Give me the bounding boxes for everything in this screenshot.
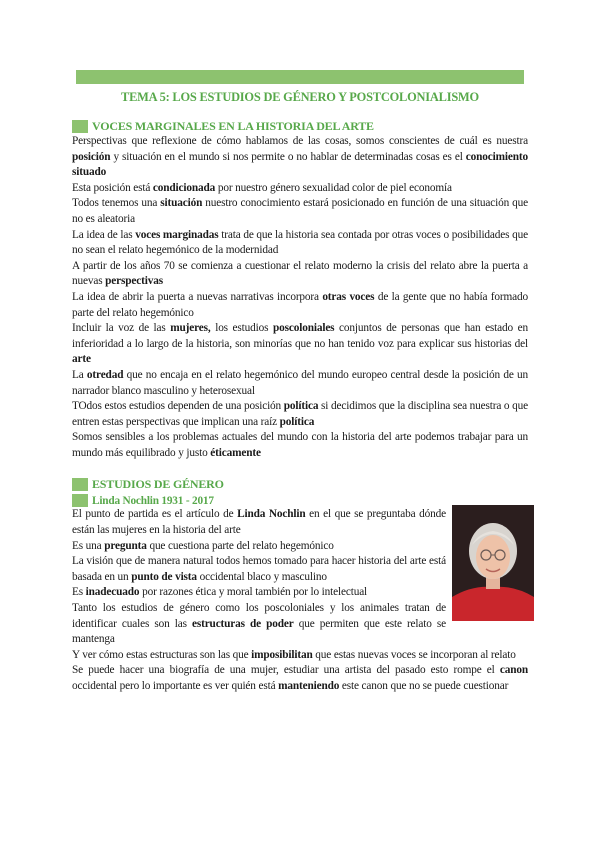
bold-term: arte xyxy=(72,353,91,366)
heading-marker xyxy=(72,478,88,491)
text-run: nuestro conocimiento estará posicionado en función de una situación que no es aleatoria xyxy=(72,197,529,225)
linda-block xyxy=(72,507,528,647)
section-heading-voces xyxy=(72,119,528,134)
text-run: La xyxy=(72,368,87,381)
paragraph xyxy=(72,290,528,321)
bold-term: otredad xyxy=(86,368,124,381)
text-run: conjuntos de personas que han estado en inferioridad a lo largo de la historia, son minorías que no han tenido voz para explicar sus historias del xyxy=(72,322,528,350)
text-run: si decidimos que la disciplina sea nuestra o que entren estas perspectivas que implican una raíz xyxy=(72,400,528,428)
document-page xyxy=(72,70,528,695)
bold-term: voces marginadas xyxy=(135,228,219,241)
paragraph xyxy=(72,134,528,181)
text-run: que permiten que este relato se mantenga xyxy=(72,617,446,646)
section-heading-genero xyxy=(72,477,528,492)
bold-term: pregunta xyxy=(104,539,147,552)
bold-term: situación xyxy=(160,197,203,210)
text-run: y situación en el mundo si nos permite o no hablar de determinadas cosas es el xyxy=(110,150,466,163)
paragraph xyxy=(72,601,446,648)
section-heading-label: ESTUDIOS DE GÉNERO xyxy=(92,477,224,492)
bold-term: otras voces xyxy=(322,290,375,303)
text-run: que no encaja en el relato hegemónico del mundo europeo central desde la posición de un narrador blanco masculino y heterosexual xyxy=(72,368,528,397)
text-run: Esta posición está xyxy=(72,181,153,194)
bold-term: imposibilitan xyxy=(251,648,313,661)
bold-term: éticamente xyxy=(210,446,261,459)
section-voces-body xyxy=(72,134,528,461)
paragraph xyxy=(72,368,528,399)
text-run: Somos sensibles a los problemas actuales del mundo con la historia del arte podemos trabajar para un mundo más equilibrado y justo xyxy=(72,431,528,459)
header-bar xyxy=(76,70,524,84)
text-run: por nuestro género sexualidad color de piel economía xyxy=(215,181,452,194)
paragraph xyxy=(72,648,528,664)
bold-term: punto de vista xyxy=(131,570,197,583)
paragraph xyxy=(72,539,446,555)
text-run: por razones ética y moral también por lo intelectual xyxy=(139,586,368,599)
text-run: TOdos estos estudios dependen de una posición xyxy=(72,400,284,413)
text-run: La visión que de manera natural todos hemos tomado para hacer historia del arte está basada en un xyxy=(72,555,446,583)
text-run: que cuestiona parte del relato hegemónico xyxy=(146,539,334,552)
paragraph xyxy=(72,228,528,259)
text-run: Perspectivas que reflexione de cómo hablamos de las cosas, somos conscientes de cuál es nuestra xyxy=(72,135,528,147)
paragraph xyxy=(72,321,528,368)
paragraph xyxy=(72,430,528,461)
text-run: en el que se preguntaba dónde están las mujeres en la historia del arte xyxy=(72,508,447,537)
text-run: de la gente que no había formado parte del relato hegemónico xyxy=(72,290,528,319)
paragraph xyxy=(72,399,528,430)
portrait-illustration xyxy=(452,505,534,621)
bold-term: Linda Nochlin xyxy=(237,508,306,521)
bold-term: condicionada xyxy=(152,181,216,194)
paragraph xyxy=(72,507,446,538)
page-title: TEMA 5: LOS ESTUDIOS DE GÉNERO Y POSTCOLONIALISMO xyxy=(121,90,479,104)
bold-term: perspectivas xyxy=(105,275,163,288)
text-run: La idea de abrir la puerta a nuevas narrativas incorpora xyxy=(72,290,323,303)
text-run: El punto de partida es el artículo de xyxy=(72,508,238,521)
text-run: que estas nuevas voces se incorporan al relato xyxy=(312,648,516,661)
bold-term: política xyxy=(283,400,319,413)
text-run: este canon que no se puede cuestionar xyxy=(339,680,509,692)
bold-term: inadecuado xyxy=(85,586,140,599)
bold-term: conocimiento situado xyxy=(72,150,528,179)
text-run: Incluir la voz de las xyxy=(72,322,171,335)
heading-marker xyxy=(72,494,88,507)
bold-term: canon xyxy=(499,664,528,677)
portrait-photo xyxy=(452,505,534,621)
text-run: occidental pero lo importante es ver quién está xyxy=(72,680,279,692)
heading-marker xyxy=(72,120,88,133)
bold-term: manteniendo xyxy=(278,680,340,692)
text-run: Se puede hacer una biografía de una mujer, estudiar una artista del pasado esto rompe el xyxy=(72,664,500,677)
text-run: La idea de las xyxy=(72,228,136,241)
paragraph xyxy=(72,196,528,227)
text-run: Todos tenemos una xyxy=(72,197,161,210)
bold-term: poscoloniales xyxy=(272,322,335,335)
paragraph xyxy=(72,259,528,290)
paragraph xyxy=(72,181,528,197)
text-run: Tanto los estudios de género como los poscoloniales y los animales tratan de identificar cuales son las xyxy=(72,602,446,630)
bold-term: posición xyxy=(72,150,111,163)
text-run: A partir de los años 70 se comienza a cuestionar el relato moderno la crisis del relato abre la puerta a nuevas xyxy=(72,259,528,288)
text-run: occidental blaco y masculino xyxy=(196,570,327,583)
bold-term: política xyxy=(279,415,315,428)
bold-term: mujeres, xyxy=(170,322,211,335)
text-run: Es xyxy=(72,586,86,599)
linda-body-full xyxy=(72,648,528,695)
paragraph xyxy=(72,554,446,585)
subheading-label: Linda Nochlin 1931 - 2017 xyxy=(92,494,214,507)
paragraph xyxy=(72,663,528,694)
text-run: Y ver cómo estas estructuras son las que xyxy=(72,648,252,661)
text-run: Es una xyxy=(72,539,105,552)
section-heading-label: VOCES MARGINALES EN LA HISTORIA DEL ARTE xyxy=(92,119,374,133)
bold-term: estructuras de poder xyxy=(191,617,294,630)
text-run: los estudios xyxy=(210,322,273,335)
paragraph xyxy=(72,585,446,601)
text-run: trata de que la historia sea contada por otras voces o posibilidades que no sean el relato hegemónico de la modernidad xyxy=(72,228,528,257)
